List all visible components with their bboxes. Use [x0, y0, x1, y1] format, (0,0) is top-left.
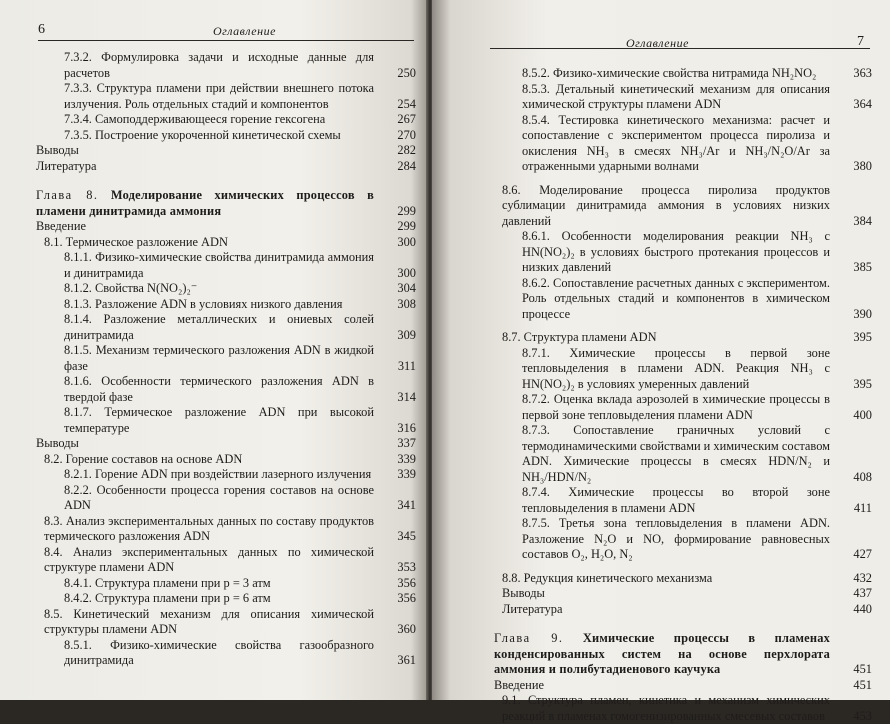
toc-chapter-entry [494, 631, 872, 678]
toc-entry [36, 483, 416, 514]
toc-entry [494, 586, 872, 602]
toc-entry-title: 8.6. Моделирование процесса пиролиза продуктов сублимации динитрамида аммония в условиях низких давлений [502, 183, 830, 230]
toc-entry-title: Выводы [36, 143, 374, 159]
toc-entry-title: 8.1.3. Разложение ADN в условиях низкого давления [64, 297, 374, 313]
toc-page-number: 299 [376, 204, 416, 220]
toc-entry-title: 8.4.2. Структура пламени при p = 6 атм [64, 591, 374, 607]
toc-entry-title: Литература [502, 602, 830, 618]
toc-list-left [36, 50, 416, 669]
toc-entry [494, 516, 872, 563]
toc-page-number: 440 [832, 602, 872, 618]
toc-entry-title: 8.7.3. Сопоставление граничных условий с термодинамическими свойствами и химическим составом ADN. Химические процессы в смесях HDN/N₂ и NH₃/HDN/N₂ [522, 423, 830, 485]
toc-chapter-entry [36, 188, 416, 219]
toc-page-number: 408 [832, 470, 872, 486]
toc-entry-title: 8.5.4. Тестировка кинетического механизма: расчет и сопоставление с экспериментом процесса пиролиза и окисления NH₃ в смесях NH₃/Ar и NH₃/N₂O/Ar за отраженными ударными волнами [522, 113, 830, 175]
toc-entry-title: 8.7.2. Оценка вклада аэрозолей в химические процессы в первой зоне тепловыделения пламени ADN [522, 392, 830, 423]
toc-page-number: 304 [376, 281, 416, 297]
toc-entry [494, 678, 872, 694]
toc-page-number: 361 [376, 653, 416, 669]
toc-page-number: 316 [376, 421, 416, 437]
toc-entry-title: 7.3.2. Формулировка задачи и исходные данные для расчетов [64, 50, 374, 81]
toc-page-number: 282 [376, 143, 416, 159]
toc-entry [36, 81, 416, 112]
toc-entry-title: 8.8. Редукция кинетического механизма [502, 571, 830, 587]
toc-page-number: 395 [832, 330, 872, 346]
toc-entry [36, 250, 416, 281]
toc-entry-title: 8.5.3. Детальный кинетический механизм для описания химической структуры пламени ADN [522, 82, 830, 113]
toc-page-number: 300 [376, 266, 416, 282]
toc-entry-title: 8.7.5. Третья зона тепловыделения в пламени ADN. Разложение N₂O и NO, формирование равновесных составов O₂, H₂O, N₂ [522, 516, 830, 563]
running-title: Оглавление [213, 24, 276, 39]
toc-page-number: 360 [376, 622, 416, 638]
toc-entry-title: Выводы [36, 436, 374, 452]
toc-entry-title: 8.6.2. Сопоставление расчетных данных с экспериментом. Роль отдельных стадий и компонентов в химическом процессе [522, 276, 830, 323]
toc-entry [494, 571, 872, 587]
toc-entry [494, 229, 872, 276]
toc-entry [36, 143, 416, 159]
toc-list-right [494, 66, 872, 724]
toc-page-number: 384 [832, 214, 872, 230]
toc-page-number: 451 [832, 678, 872, 694]
toc-entry-title: 8.7. Структура пламени ADN [502, 330, 830, 346]
toc-page-number: 411 [832, 501, 872, 517]
toc-entry [36, 281, 416, 297]
toc-entry [494, 485, 872, 516]
toc-entry [494, 113, 872, 175]
toc-page-number: 267 [376, 112, 416, 128]
toc-entry-title: 8.1.7. Термическое разложение ADN при высокой температуре [64, 405, 374, 436]
toc-page-number: 395 [832, 377, 872, 393]
toc-entry [36, 219, 416, 235]
toc-entry-title: Выводы [502, 586, 830, 602]
toc-page-number: 364 [832, 97, 872, 113]
toc-entry [36, 467, 416, 483]
toc-entry [36, 638, 416, 669]
toc-entry-title: 8.2.1. Горение ADN при воздействии лазерного излучения [64, 467, 374, 483]
toc-entry [36, 514, 416, 545]
left-page-header [38, 18, 414, 41]
toc-entry-title: 8.2. Горение составов на основе ADN [44, 452, 374, 468]
toc-page-number: 337 [376, 436, 416, 452]
toc-page-number: 270 [376, 128, 416, 144]
toc-entry [36, 607, 416, 638]
toc-entry-title [494, 631, 830, 678]
toc-page-number: 339 [376, 452, 416, 468]
toc-entry-title: Введение [36, 219, 374, 235]
toc-entry-title: 8.1.5. Механизм термического разложения ADN в жидкой фазе [64, 343, 374, 374]
toc-page-number: 356 [376, 576, 416, 592]
toc-entry-title: 8.1.1. Физико-химические свойства динитрамида аммония и динитрамида [64, 250, 374, 281]
toc-entry-title: 8.1. Термическое разложение ADN [44, 235, 374, 251]
toc-entry [36, 297, 416, 313]
toc-page-number: 284 [376, 159, 416, 175]
toc-entry [36, 545, 416, 576]
toc-entry-title: 8.4.1. Структура пламени при p = 3 атм [64, 576, 374, 592]
toc-page-number: 311 [376, 359, 416, 375]
toc-page-number: 356 [376, 591, 416, 607]
toc-page-number: 453 [832, 709, 872, 724]
toc-entry [494, 693, 872, 724]
toc-page-number: 314 [376, 390, 416, 406]
toc-entry-title: 8.5.2. Физико-химические свойства нитрамида NH₂NO₂ [522, 66, 830, 82]
chapter-label: Глава 9. [494, 631, 564, 645]
toc-entry-title: 8.7.4. Химические процессы во второй зоне тепловыделения в пламени ADN [522, 485, 830, 516]
toc-entry [36, 159, 416, 175]
toc-entry-title: 8.4. Анализ экспериментальных данных по химической структуре пламени ADN [44, 545, 374, 576]
toc-page-number: 353 [376, 560, 416, 576]
toc-entry-title: 8.5. Кинетический механизм для описания химической структуры пламени ADN [44, 607, 374, 638]
toc-page-number: 309 [376, 328, 416, 344]
page-number: 7 [857, 34, 864, 50]
left-page [0, 0, 428, 700]
toc-entry-title: 7.3.3. Структура пламени при действии внешнего потока излучения. Роль отдельных стадий и компонентов [64, 81, 374, 112]
toc-entry [36, 374, 416, 405]
toc-page-number: 341 [376, 498, 416, 514]
running-title: Оглавление [626, 36, 689, 51]
toc-page-number: 339 [376, 467, 416, 483]
toc-entry-title: 8.3. Анализ экспериментальных данных по составу продуктов термического разложения ADN [44, 514, 374, 545]
toc-entry [36, 112, 416, 128]
toc-entry [36, 312, 416, 343]
toc-page-number: 254 [376, 97, 416, 113]
chapter-title: Моделирование химических процессов в пламени динитрамида аммония [36, 188, 374, 218]
toc-page-number: 345 [376, 529, 416, 545]
toc-entry-title: Литература [36, 159, 374, 175]
toc-entry-title: 8.1.4. Разложение металлических и ониевых солей динитрамида [64, 312, 374, 343]
toc-entry-title: 8.1.2. Свойства N(NO₂)₂⁻ [64, 281, 374, 297]
toc-entry-title: 8.7.1. Химические процессы в первой зоне тепловыделения в пламени ADN. Реакция NH₃ с HN(NO₂)₂ в условиях умеренных давлений [522, 346, 830, 393]
chapter-title: Химические процессы в пламенах конденсированных систем на основе перхлората аммония и полибутадиенового каучука [494, 631, 830, 676]
toc-page-number: 363 [832, 66, 872, 82]
toc-entry-title [36, 188, 374, 219]
toc-entry-title: 8.5.1. Физико-химические свойства газообразного динитрамида [64, 638, 374, 669]
toc-entry-title: 7.3.4. Самоподдерживающееся горение гексогена [64, 112, 374, 128]
toc-entry [494, 66, 872, 82]
toc-entry-title: 7.3.5. Построение укороченной кинетической схемы [64, 128, 374, 144]
toc-entry [494, 392, 872, 423]
toc-page-number: 427 [832, 547, 872, 563]
toc-entry [494, 82, 872, 113]
toc-entry [494, 346, 872, 393]
page-number: 6 [38, 22, 45, 38]
toc-page-number: 299 [376, 219, 416, 235]
toc-entry [494, 423, 872, 485]
chapter-label: Глава 8. [36, 188, 99, 202]
right-page [432, 0, 890, 700]
toc-entry [494, 276, 872, 323]
toc-page-number: 451 [832, 662, 872, 678]
toc-page-number: 437 [832, 586, 872, 602]
toc-entry-title: Введение [494, 678, 830, 694]
toc-entry [36, 128, 416, 144]
toc-entry [36, 436, 416, 452]
toc-entry [494, 330, 872, 346]
right-page-header [490, 26, 870, 49]
toc-page-number: 308 [376, 297, 416, 313]
toc-page-number: 250 [376, 66, 416, 82]
toc-page-number: 432 [832, 571, 872, 587]
toc-page-number: 385 [832, 260, 872, 276]
toc-entry [36, 405, 416, 436]
toc-page-number: 300 [376, 235, 416, 251]
toc-entry-title: 8.6.1. Особенности моделирования реакции NH₃ с HN(NO₂)₂ в условиях быстрого протекания процессов и низких давлений [522, 229, 830, 276]
toc-entry-title: 8.2.2. Особенности процесса горения составов на основе ADN [64, 483, 374, 514]
toc-entry [36, 591, 416, 607]
toc-entry [494, 602, 872, 618]
toc-entry-title: 9.1. Структура пламен, кинетика и механизм химических реакций в пламенах гомогенизированных смесевых составов [502, 693, 830, 724]
toc-entry [36, 452, 416, 468]
toc-entry [36, 343, 416, 374]
toc-entry [36, 50, 416, 81]
toc-entry [36, 235, 416, 251]
toc-page-number: 390 [832, 307, 872, 323]
toc-entry-title: 8.1.6. Особенности термического разложения ADN в твердой фазе [64, 374, 374, 405]
toc-entry [36, 576, 416, 592]
toc-page-number: 380 [832, 159, 872, 175]
toc-page-number: 400 [832, 408, 872, 424]
toc-entry [494, 183, 872, 230]
